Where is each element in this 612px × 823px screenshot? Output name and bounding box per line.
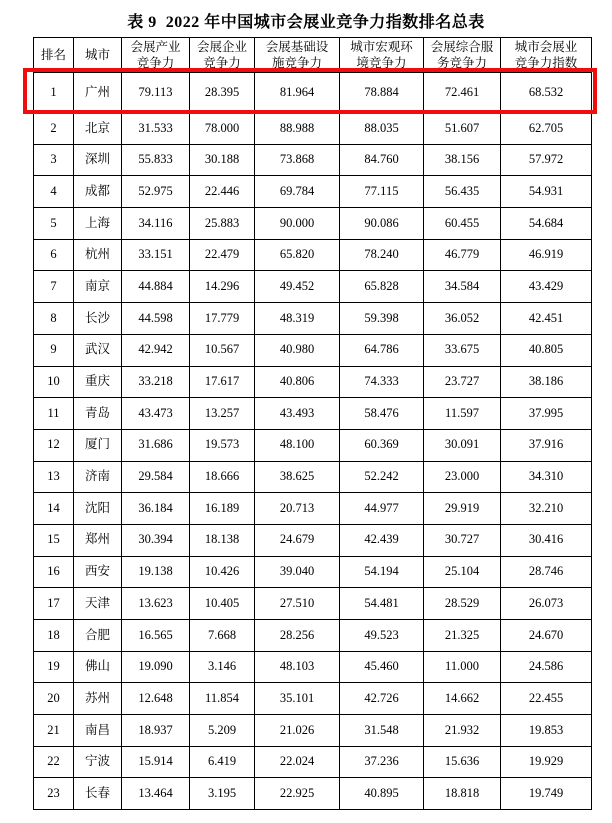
table-row [34,144,592,176]
city-cell: 厦门 [74,429,122,461]
rank-cell: 18 [34,620,74,652]
index-cell: 24.586 [501,651,592,683]
value-cell: 42.439 [340,524,424,556]
value-cell: 14.662 [424,683,501,715]
value-cell: 27.510 [255,588,340,620]
value-cell: 35.101 [255,683,340,715]
value-cell: 22.024 [255,746,340,778]
value-cell: 29.584 [122,461,190,493]
value-cell: 65.820 [255,239,340,271]
value-cell: 19.090 [122,651,190,683]
rank-cell: 12 [34,429,74,461]
value-cell: 31.533 [122,113,190,145]
value-cell: 46.779 [424,239,501,271]
value-cell: 30.394 [122,524,190,556]
table-row [34,398,592,430]
value-cell: 45.460 [340,651,424,683]
value-cell: 37.236 [340,746,424,778]
table-row [34,303,592,335]
city-cell: 杭州 [74,239,122,271]
value-cell: 48.103 [255,651,340,683]
index-cell: 22.455 [501,683,592,715]
value-cell: 48.319 [255,303,340,335]
rank-cell: 14 [34,493,74,525]
value-cell: 52.975 [122,176,190,208]
value-cell: 69.784 [255,176,340,208]
value-cell: 12.648 [122,683,190,715]
value-cell: 34.584 [424,271,501,303]
value-cell: 10.567 [190,334,255,366]
value-cell: 90.086 [340,208,424,240]
value-cell: 13.257 [190,398,255,430]
value-cell: 81.964 [255,73,340,113]
rank-cell: 21 [34,715,74,747]
value-cell: 72.461 [424,73,501,113]
value-cell: 88.988 [255,113,340,145]
table-row [34,208,592,240]
value-cell: 10.426 [190,556,255,588]
table-row [34,176,592,208]
rank-cell: 4 [34,176,74,208]
value-cell: 34.116 [122,208,190,240]
table-row [34,239,592,271]
value-cell: 78.240 [340,239,424,271]
col-header-service [424,38,501,73]
value-cell: 60.455 [424,208,501,240]
value-cell: 14.296 [190,271,255,303]
ranking-table-container [33,37,591,810]
value-cell: 44.884 [122,271,190,303]
value-cell: 42.942 [122,334,190,366]
value-cell: 17.779 [190,303,255,335]
index-cell: 30.416 [501,524,592,556]
table-row [34,556,592,588]
col-header-city [74,38,122,73]
col-header-infrastructure-line: 施竞争力 [271,56,322,70]
index-cell: 24.670 [501,620,592,652]
city-cell: 青岛 [74,398,122,430]
value-cell: 11.854 [190,683,255,715]
value-cell: 28.256 [255,620,340,652]
value-cell: 55.833 [122,144,190,176]
col-header-environment-line: 城市宏观环 [350,40,413,54]
value-cell: 51.607 [424,113,501,145]
value-cell: 65.828 [340,271,424,303]
value-cell: 16.565 [122,620,190,652]
value-cell: 33.218 [122,366,190,398]
index-cell: 43.429 [501,271,592,303]
city-cell: 长春 [74,778,122,810]
table-row [34,113,592,145]
rank-cell: 23 [34,778,74,810]
index-cell: 19.929 [501,746,592,778]
value-cell: 21.932 [424,715,501,747]
city-cell: 广州 [74,73,122,113]
value-cell: 28.529 [424,588,501,620]
value-cell: 18.818 [424,778,501,810]
value-cell: 24.679 [255,524,340,556]
value-cell: 40.806 [255,366,340,398]
city-cell: 南昌 [74,715,122,747]
city-cell: 深圳 [74,144,122,176]
index-cell: 62.705 [501,113,592,145]
rank-cell: 2 [34,113,74,145]
col-header-city-line: 城市 [84,48,110,62]
city-cell: 南京 [74,271,122,303]
table-row [34,461,592,493]
rank-cell: 13 [34,461,74,493]
value-cell: 38.625 [255,461,340,493]
table-row [34,778,592,810]
city-cell: 佛山 [74,651,122,683]
rank-cell: 7 [34,271,74,303]
value-cell: 3.146 [190,651,255,683]
city-cell: 成都 [74,176,122,208]
rank-cell: 22 [34,746,74,778]
value-cell: 90.000 [255,208,340,240]
table-row [34,429,592,461]
value-cell: 18.138 [190,524,255,556]
value-cell: 54.481 [340,588,424,620]
value-cell: 19.573 [190,429,255,461]
col-header-enterprise-line: 会展企业 [196,40,247,54]
col-header-environment [340,38,424,73]
rank-cell: 15 [34,524,74,556]
value-cell: 11.000 [424,651,501,683]
table-row [34,524,592,556]
city-cell: 沈阳 [74,493,122,525]
index-cell: 40.805 [501,334,592,366]
city-cell: 郑州 [74,524,122,556]
value-cell: 58.476 [340,398,424,430]
value-cell: 21.325 [424,620,501,652]
city-cell: 西安 [74,556,122,588]
value-cell: 77.115 [340,176,424,208]
value-cell: 39.040 [255,556,340,588]
value-cell: 64.786 [340,334,424,366]
city-cell: 北京 [74,113,122,145]
value-cell: 43.493 [255,398,340,430]
value-cell: 30.188 [190,144,255,176]
value-cell: 15.636 [424,746,501,778]
value-cell: 38.156 [424,144,501,176]
value-cell: 18.937 [122,715,190,747]
value-cell: 23.000 [424,461,501,493]
value-cell: 3.195 [190,778,255,810]
value-cell: 21.026 [255,715,340,747]
value-cell: 44.977 [340,493,424,525]
index-cell: 32.210 [501,493,592,525]
value-cell: 73.868 [255,144,340,176]
col-header-environment-line: 境竞争力 [356,56,407,70]
index-cell: 57.972 [501,144,592,176]
value-cell: 49.452 [255,271,340,303]
rank-cell: 17 [34,588,74,620]
page-title: 表 9 2022 年中国城市会展业竞争力指数排名总表 [127,14,485,31]
value-cell: 16.189 [190,493,255,525]
col-header-industry-line: 会展产业 [130,40,181,54]
city-cell: 上海 [74,208,122,240]
value-cell: 54.194 [340,556,424,588]
index-cell: 37.916 [501,429,592,461]
rank-cell: 5 [34,208,74,240]
value-cell: 79.113 [122,73,190,113]
value-cell: 88.035 [340,113,424,145]
value-cell: 7.668 [190,620,255,652]
table-row [34,271,592,303]
value-cell: 60.369 [340,429,424,461]
col-header-index-line: 竞争力指数 [514,56,578,70]
value-cell: 10.405 [190,588,255,620]
col-header-rank-line: 排名 [40,48,66,62]
value-cell: 22.925 [255,778,340,810]
value-cell: 78.000 [190,113,255,145]
city-cell: 苏州 [74,683,122,715]
value-cell: 40.980 [255,334,340,366]
rank-cell: 16 [34,556,74,588]
col-header-enterprise-line: 竞争力 [203,56,241,70]
rank-cell: 10 [34,366,74,398]
col-header-service-line: 会展综合服 [430,40,494,54]
index-cell: 34.310 [501,461,592,493]
city-cell: 宁波 [74,746,122,778]
rank-cell: 11 [34,398,74,430]
value-cell: 19.138 [122,556,190,588]
city-cell: 重庆 [74,366,122,398]
value-cell: 11.597 [424,398,501,430]
index-cell: 54.684 [501,208,592,240]
value-cell: 18.666 [190,461,255,493]
table-header-row [34,38,592,73]
value-cell: 22.446 [190,176,255,208]
value-cell: 78.884 [340,73,424,113]
value-cell: 33.675 [424,334,501,366]
col-header-industry [122,38,190,73]
city-cell: 天津 [74,588,122,620]
value-cell: 29.919 [424,493,501,525]
value-cell: 31.548 [340,715,424,747]
ranking-table [33,37,592,810]
header-row [34,38,592,73]
value-cell: 48.100 [255,429,340,461]
value-cell: 30.091 [424,429,501,461]
value-cell: 20.713 [255,493,340,525]
value-cell: 15.914 [122,746,190,778]
rank-cell: 20 [34,683,74,715]
index-cell: 42.451 [501,303,592,335]
value-cell: 56.435 [424,176,501,208]
table-row [34,651,592,683]
value-cell: 52.242 [340,461,424,493]
city-cell: 长沙 [74,303,122,335]
value-cell: 13.464 [122,778,190,810]
rank-cell: 3 [34,144,74,176]
value-cell: 40.895 [340,778,424,810]
col-header-industry-line: 竞争力 [136,56,175,70]
value-cell: 59.398 [340,303,424,335]
index-cell: 19.749 [501,778,592,810]
city-cell: 济南 [74,461,122,493]
table-row-highlighted [34,73,592,113]
table-row [34,715,592,747]
value-cell: 44.598 [122,303,190,335]
index-cell: 26.073 [501,588,592,620]
value-cell: 33.151 [122,239,190,271]
table-body [34,73,592,810]
rank-cell: 6 [34,239,74,271]
value-cell: 36.052 [424,303,501,335]
col-header-rank [34,38,74,73]
value-cell: 22.479 [190,239,255,271]
table-row [34,493,592,525]
value-cell: 30.727 [424,524,501,556]
value-cell: 42.726 [340,683,424,715]
value-cell: 17.617 [190,366,255,398]
value-cell: 25.104 [424,556,501,588]
table-row [34,588,592,620]
index-cell: 54.931 [501,176,592,208]
index-cell: 46.919 [501,239,592,271]
rank-cell: 9 [34,334,74,366]
col-header-index-line: 城市会展业 [514,40,578,54]
rank-cell: 1 [34,73,74,113]
value-cell: 5.209 [190,715,255,747]
col-header-infrastructure [255,38,340,73]
value-cell: 23.727 [424,366,501,398]
index-cell: 28.746 [501,556,592,588]
value-cell: 28.395 [190,73,255,113]
table-row [34,683,592,715]
city-cell: 武汉 [74,334,122,366]
index-cell: 37.995 [501,398,592,430]
col-header-infrastructure-line: 会展基础设 [265,40,329,54]
table-row [34,620,592,652]
index-cell: 38.186 [501,366,592,398]
value-cell: 36.184 [122,493,190,525]
index-cell: 68.532 [501,73,592,113]
value-cell: 13.623 [122,588,190,620]
col-header-service-line: 务竞争力 [436,56,487,70]
value-cell: 49.523 [340,620,424,652]
table-row [34,334,592,366]
rank-cell: 19 [34,651,74,683]
col-header-enterprise [190,38,255,73]
value-cell: 6.419 [190,746,255,778]
value-cell: 25.883 [190,208,255,240]
value-cell: 84.760 [340,144,424,176]
value-cell: 74.333 [340,366,424,398]
value-cell: 31.686 [122,429,190,461]
col-header-index [501,38,592,73]
city-cell: 合肥 [74,620,122,652]
table-row [34,366,592,398]
table-row [34,746,592,778]
rank-cell: 8 [34,303,74,335]
index-cell: 19.853 [501,715,592,747]
value-cell: 43.473 [122,398,190,430]
